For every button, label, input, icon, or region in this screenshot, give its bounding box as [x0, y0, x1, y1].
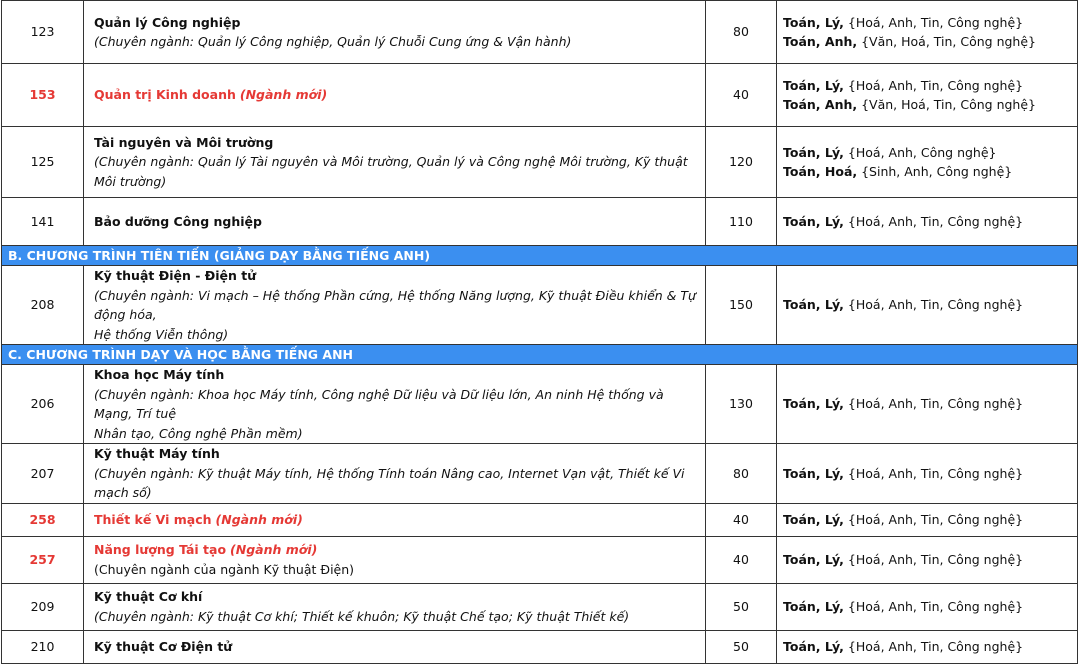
program-code: 141 [2, 198, 84, 246]
combo-required: Toán, Lý, [783, 14, 844, 30]
program-name-cell [84, 198, 706, 246]
table-row [2, 536, 1078, 583]
program-quota: 120 [706, 127, 777, 198]
section-title: C. CHƯƠNG TRÌNH DẠY VÀ HỌC BẰNG TIẾNG ANH [2, 345, 1078, 365]
combo-options: {Hoá, Anh, Tin, Công nghệ} [843, 14, 1024, 30]
program-quota: 150 [706, 266, 777, 345]
new-program-tag: (Ngành mới) [215, 511, 303, 527]
program-name: Quản lý Công nghiệp [94, 14, 241, 30]
combo-required: Toán, Lý, [783, 77, 844, 93]
combo-options: {Hoá, Anh, Tin, Công nghệ} [843, 213, 1024, 229]
program-name-cell [84, 444, 706, 504]
admissions-table [1, 0, 1078, 664]
program-name-cell [84, 266, 706, 345]
program-name-cell [84, 536, 706, 583]
program-code: 257 [2, 536, 84, 583]
table-row [2, 198, 1078, 246]
program-code: 123 [2, 1, 84, 64]
program-quota: 130 [706, 365, 777, 444]
program-name: Kỹ thuật Điện - Điện tử [94, 268, 257, 283]
program-name: Khoa học Máy tính [94, 367, 225, 382]
subject-combinations [777, 630, 1078, 663]
program-quota: 110 [706, 198, 777, 246]
program-code: 258 [2, 503, 84, 536]
program-code: 209 [2, 583, 84, 630]
program-name: Bảo dưỡng Công nghiệp [94, 213, 262, 229]
combo-options: {Văn, Hoá, Tin, Công nghệ} [857, 97, 1036, 112]
subject-combinations [777, 127, 1078, 198]
table-row [2, 503, 1078, 536]
program-quota: 50 [706, 630, 777, 663]
combo-required: Toán, Anh, [783, 97, 858, 112]
program-name: Năng lượng Tái tạo [94, 542, 227, 557]
subject-combinations [777, 444, 1078, 504]
new-program-tag: (Ngành mới) [239, 87, 328, 103]
combo-options: {Hoá, Anh, Công nghệ} [843, 144, 997, 160]
program-name-cell [84, 630, 706, 663]
subject-combinations [777, 266, 1078, 345]
combo-options: {Hoá, Anh, Tin, Công nghệ} [843, 77, 1024, 93]
combo-options: {Văn, Hoá, Tin, Công nghệ} [857, 34, 1036, 49]
table-row [2, 127, 1078, 198]
program-specializations: (Chuyên ngành: Kỹ thuật Máy tính, Hệ thống Tính toán Nâng cao, Internet Vạn vật, Thiết kế Vi mạch số) [94, 465, 685, 500]
program-specializations: (Chuyên ngành: Quản lý Công nghiệp, Quản lý Chuỗi Cung ứng & Vận hành) [94, 34, 572, 49]
subject-combinations [777, 503, 1078, 536]
program-name: Kỹ thuật Cơ khí [94, 589, 203, 604]
combo-required: Toán, Lý, [783, 297, 844, 313]
combo-required: Toán, Lý, [783, 511, 844, 527]
program-specializations: (Chuyên ngành: Quản lý Tài nguyên và Môi trường, Quản lý và Công nghệ Môi trường, Kỹ thuật Môi trường) [94, 154, 688, 189]
combo-required: Toán, Lý, [783, 144, 844, 160]
program-quota: 40 [706, 503, 777, 536]
combo-options: {Hoá, Anh, Tin, Công nghệ} [843, 297, 1024, 313]
table-row [2, 64, 1078, 127]
combo-options: {Hoá, Anh, Tin, Công nghệ} [843, 598, 1024, 614]
table-row [2, 365, 1078, 444]
combo-required: Toán, Lý, [783, 638, 844, 654]
program-name: Kỹ thuật Máy tính [94, 446, 220, 461]
subject-combinations [777, 64, 1078, 127]
program-quota: 50 [706, 583, 777, 630]
subject-combinations [777, 198, 1078, 246]
combo-options: {Hoá, Anh, Tin, Công nghệ} [843, 638, 1024, 654]
program-name: Quản trị Kinh doanh [94, 87, 236, 103]
program-name-cell [84, 503, 706, 536]
table-row [2, 630, 1078, 663]
combo-required: Toán, Lý, [783, 598, 844, 614]
program-quota: 80 [706, 444, 777, 504]
combo-options: {Hoá, Anh, Tin, Công nghệ} [843, 465, 1024, 481]
program-code: 153 [2, 64, 84, 127]
program-quota: 80 [706, 1, 777, 64]
program-name-cell [84, 1, 706, 64]
section-header-row [2, 345, 1078, 365]
section-header-row [2, 246, 1078, 266]
program-name: Tài nguyên và Môi trường [94, 134, 274, 150]
new-program-tag: (Ngành mới) [230, 542, 318, 557]
program-code: 125 [2, 127, 84, 198]
program-specializations: (Chuyên ngành: Kỹ thuật Cơ khí; Thiết kế khuôn; Kỹ thuật Chế tạo; Kỹ thuật Thiết kế) [94, 608, 630, 624]
subject-combinations [777, 583, 1078, 630]
subject-combinations [777, 536, 1078, 583]
table-row [2, 266, 1078, 345]
table-row [2, 444, 1078, 504]
table-row [2, 583, 1078, 630]
combo-required: Toán, Anh, [783, 34, 858, 49]
combo-options: {Hoá, Anh, Tin, Công nghệ} [843, 396, 1024, 412]
combo-options: {Sinh, Anh, Công nghệ} [857, 164, 1013, 179]
program-specializations: (Chuyên ngành của ngành Kỹ thuật Điện) [94, 561, 355, 577]
program-specializations: (Chuyên ngành: Khoa học Máy tính, Công nghệ Dữ liệu và Dữ liệu lớn, An ninh Hệ thống và Mạng, Trí tuệ [94, 386, 664, 421]
subject-combinations [777, 1, 1078, 64]
program-code: 207 [2, 444, 84, 504]
combo-required: Toán, Lý, [783, 465, 844, 481]
combo-options: {Hoá, Anh, Tin, Công nghệ} [843, 551, 1024, 567]
section-title: B. CHƯƠNG TRÌNH TIÊN TIẾN (GIẢNG DẠY BẰNG TIẾNG ANH) [2, 246, 1078, 266]
program-name: Thiết kế Vi mạch [94, 511, 212, 527]
combo-required: Toán, Lý, [783, 551, 844, 567]
combo-required: Toán, Lý, [783, 396, 844, 412]
combo-required: Toán, Lý, [783, 213, 844, 229]
program-specializations-cont: Nhân tạo, Công nghệ Phần mềm) [94, 425, 303, 441]
combo-required: Toán, Hoá, [783, 164, 858, 179]
program-code: 206 [2, 365, 84, 444]
program-quota: 40 [706, 536, 777, 583]
program-name-cell [84, 365, 706, 444]
program-specializations-cont: Hệ thống Viễn thông) [94, 326, 229, 342]
program-name: Kỹ thuật Cơ Điện tử [94, 638, 233, 654]
program-quota: 40 [706, 64, 777, 127]
combo-options: {Hoá, Anh, Tin, Công nghệ} [843, 511, 1024, 527]
program-specializations: (Chuyên ngành: Vi mạch – Hệ thống Phần cứng, Hệ thống Năng lượng, Kỹ thuật Điều khiển & Tự động hóa, [94, 287, 696, 322]
program-code: 210 [2, 630, 84, 663]
table-row [2, 1, 1078, 64]
program-code: 208 [2, 266, 84, 345]
program-name-cell [84, 583, 706, 630]
program-name-cell [84, 64, 706, 127]
subject-combinations [777, 365, 1078, 444]
program-name-cell [84, 127, 706, 198]
